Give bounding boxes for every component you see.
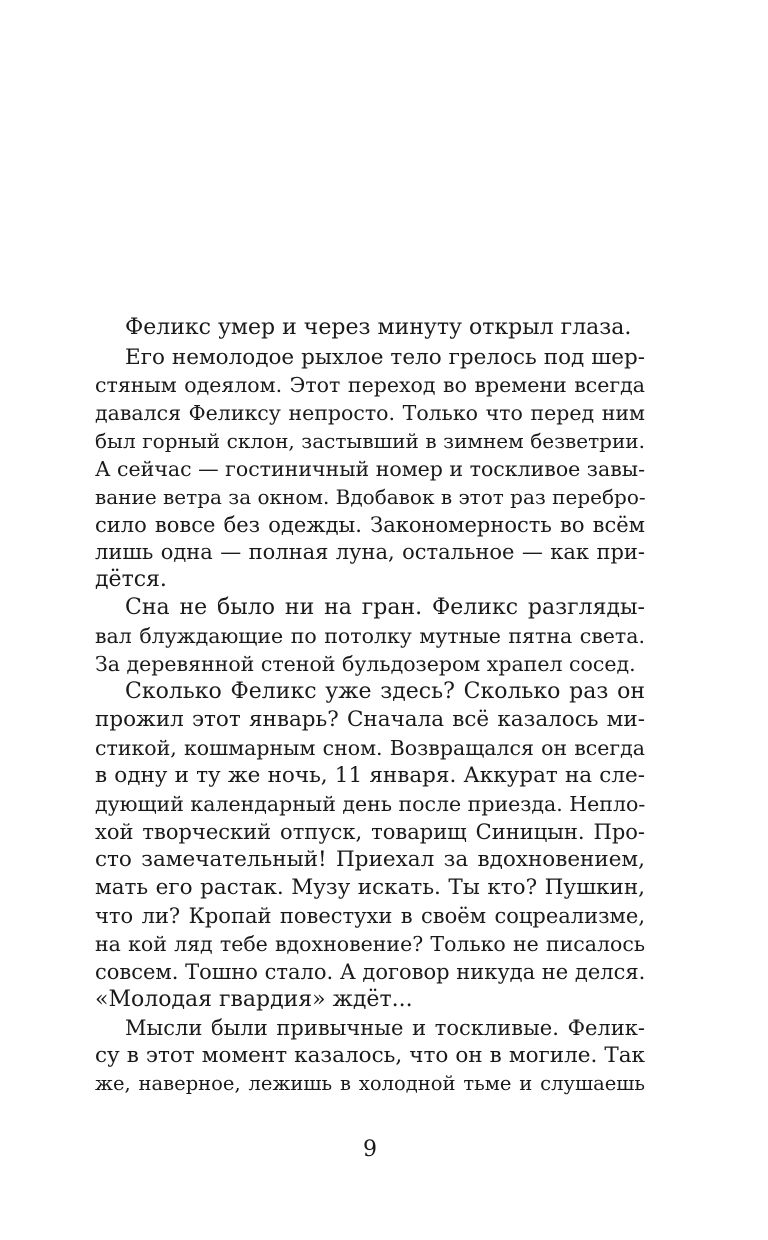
text-line: хой творческий отпуск, товарищ Синицын. Про- — [95, 820, 645, 844]
text-line: вал блуждающие по потолку мутные пятна света. — [95, 624, 645, 648]
page-number: 9 — [363, 1137, 377, 1162]
text-line: же, наверное, лежишь в холодной тьме и слушаешь — [95, 1072, 645, 1095]
text-line: сило вовсе без одежды. Закономерность во всём — [95, 513, 645, 537]
text-line: лишь одна — полная луна, остальное — как при- — [95, 540, 645, 564]
text-line: мать его растак. Музу искать. Ты кто? Пушкин, — [95, 875, 645, 900]
text-line: су в этот момент казалось, что он в могиле. Так — [95, 1043, 645, 1068]
text-line: давался Феликсу непросто. Только что перед ним — [95, 401, 645, 425]
text-line: А сейчас — гостиничный номер и тоскливое завы- — [95, 457, 645, 481]
text-line: Его немолодое рыхлое тело грелось под шер- — [125, 345, 645, 370]
text-line: сто замечательный! Приехал за вдохновением, — [95, 847, 645, 872]
text-line: дётся. — [95, 567, 167, 592]
text-line: прожил этот январь? Сначала всё казалось ми- — [95, 707, 645, 732]
text-line: «Молодая гвардия» ждёт... — [95, 987, 413, 1012]
text-line: Феликс умер и через минуту открыл глаза. — [125, 315, 632, 340]
text-line: стяным одеялом. Этот переход во времени всегда — [95, 373, 645, 397]
text-line: что ли? Кропай повестухи в своём соцреализме, — [95, 904, 645, 928]
text-line: в одну и ту же ночь, 11 января. Аккурат на сле- — [95, 763, 645, 788]
text-line: За деревянной стеной бульдозером храпел сосед. — [95, 652, 636, 676]
text-line: вание ветра за окном. Вдобавок в этот раз перебро- — [95, 485, 646, 509]
text-line: на кой ляд тебе вдохновение? Только не писалось — [95, 932, 645, 956]
text-line: Сна не было ни на гран. Феликс разгляды- — [125, 595, 645, 620]
text-line: совсем. Тошно стало. А договор никуда не делся. — [95, 960, 646, 984]
text-line: Сколько Феликс уже здесь? Сколько раз он — [125, 679, 645, 704]
text-line: Мысли были привычные и тоскливые. Фелик- — [125, 1016, 645, 1040]
text-line: дующий календарный день после приезда. Непло- — [95, 792, 646, 816]
text-line: был горный склон, застывший в зимнем безветрии. — [95, 429, 645, 453]
text-line: стикой, кошмарным сном. Возвращался он всегда — [95, 736, 645, 760]
